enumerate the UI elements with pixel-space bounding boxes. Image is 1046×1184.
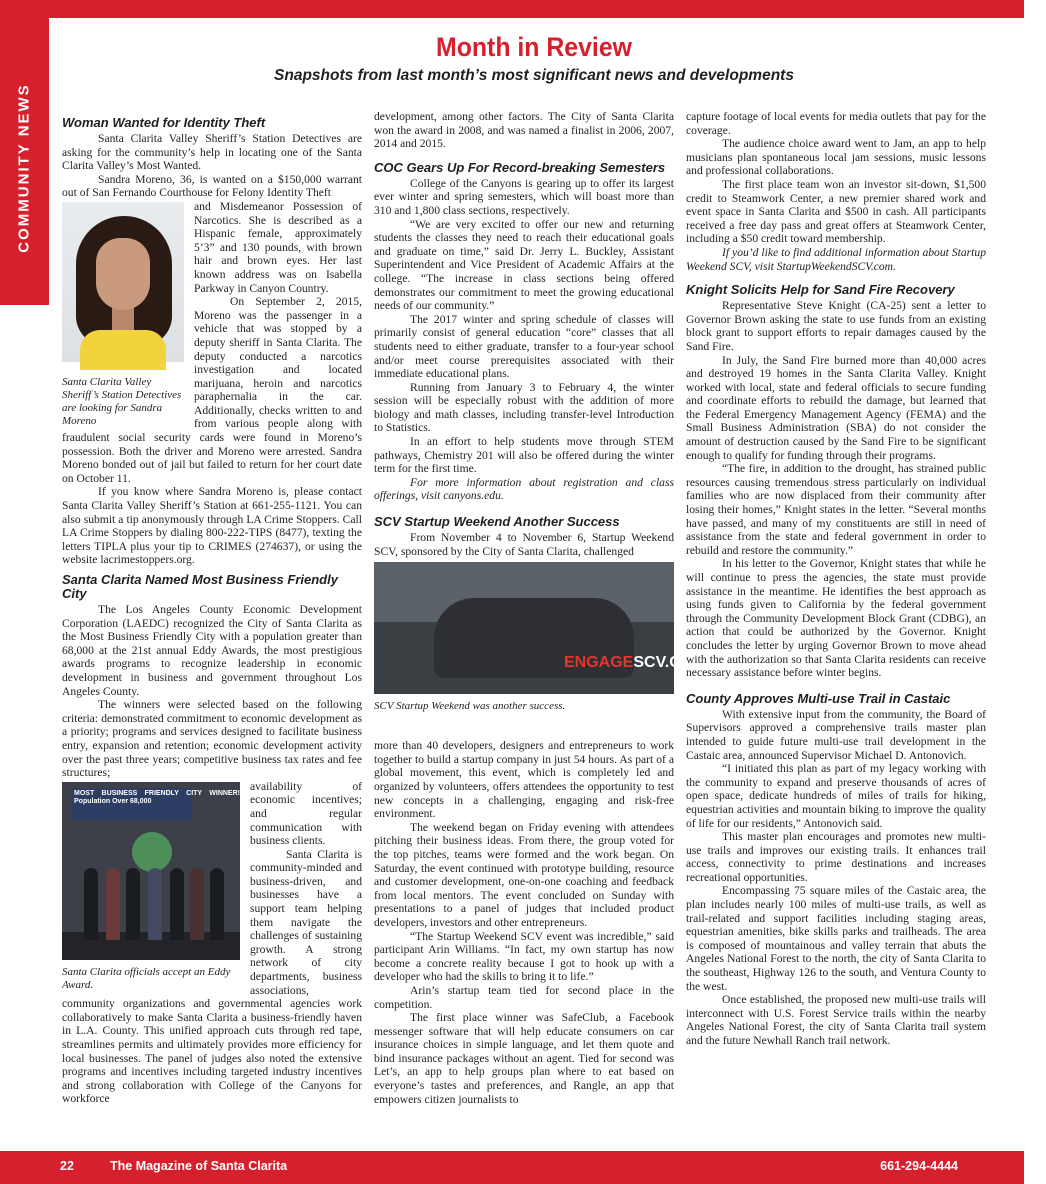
startup-paragraph-7: The first place team won an investor sit-down, $1,500 credit to Steamwork Center, a new premier shared work and event space in Santa Clarita and $500 in cash. All participants received a free day pass and great offers at Steamwork Center, including a $50 credit toward membership. [686, 177, 986, 246]
trail-paragraph-4: Encompassing 75 square miles of the Castaic area, the plan includes nearly 100 miles of multi-use trails, as well as trail-related and support facilities including staging areas, equestrian amenities, bike skills parks and trailheads. The area is composed of mountainous and valley terrain that abuts the Angeles National Forest to the north, the city of Santa Clarita to the southeast, Highway 126 to the south, and Ventura County to the west. [686, 884, 986, 993]
startup-paragraph-8: If you’d like to find additional information about Startup Weekend SCV, visit StartupWeekendSCV.com. [686, 245, 986, 273]
startup-paragraph-4: Arin’s startup team tied for second place in the competition. [374, 983, 674, 1011]
section-tab-label: COMMUNITY NEWS [15, 83, 33, 253]
trail-paragraph-1: With extensive input from the community, the Board of Supervisors approved a comprehensive trails master plan intended to guide future multi-use trail development in the Castaic area, announced Supervisor Michael D. Antonovich. [686, 707, 986, 762]
coc-paragraph-3: The 2017 winter and spring schedule of classes will primarily consist of general education “core” classes that all students need to either graduate, transfer to a four-year school and/or meet course prerequisites associated with their immediate educational plans. [374, 312, 674, 381]
page-title: Month in Review [436, 32, 632, 62]
trail-paragraph-5: Once established, the proposed new multi-use trails will interconnect with U.S. Forest Service trails within the nearby Angeles National Forest, the city of Santa Clarita trail system and the future Newhall Ranch trail network. [686, 993, 986, 1047]
coc-paragraph-1: College of the Canyons is gearing up to offer its largest ever winter and spring semesters, which will boast more than 310 and 1,800 class sections, respectively. [374, 176, 674, 217]
identity-paragraph-4: If you know where Sandra Moreno is, please contact Santa Clarita Valley Sheriff’s Station at 661-255-1121. You can also submit a tip anonymously through LA Crime Stoppers. Call LA Crime Stoppers by dialing 800-222-TIPS (8477), texting the letters TIPLA plus your tip to CRIMES (274637), or using the website lacrimestoppers.org. [62, 485, 362, 567]
headline-identity-theft: Woman Wanted for Identity Theft [62, 115, 266, 130]
knight-paragraph-1: Representative Steve Knight (CA-25) sent a letter to Governor Brown asking the state to use funds from an existing block grant to support efforts to repair damages caused by the Sand Fire. [686, 299, 986, 353]
trail-paragraph-3: This master plan encourages and promotes new multi-use trails and improves our existing trails. It enhances trail access, connectivity to prime destinations and increases recreational opportunities. [686, 830, 986, 884]
award-photo-block [62, 782, 240, 992]
moreno-photo-caption: Santa Clarita Valley Sheriff’s Station Detectives are looking for Sandra Moreno [62, 375, 182, 427]
award-photo [62, 782, 240, 960]
headline-knight: Knight Solicits Help for Sand Fire Recovery [686, 282, 955, 298]
engage-scv-logo: ENGAGESCV.COM [564, 654, 707, 672]
business-paragraph-2-rest: availability of economic incentives; and regular communication with business clients. [250, 779, 362, 848]
identity-paragraph-2-rest: and Misdemeanor Possession of Narcotics. She is described as a Hispanic female, approximately 5’3” and 130 pounds, with brown hair and brown eyes. Her last known address was on Isabella Parkway in Canyon Country. [194, 199, 362, 295]
identity-paragraph-2-lead: Sandra Moreno, 36, is wanted on a $150,000 warrant out of San Fernando Courthouse for Felony Identity Theft [62, 172, 362, 200]
page-number: 22 [60, 1159, 74, 1173]
knight-paragraph-3: “The fire, in addition to the drought, has strained public resources causing tremendous stress particularly on individual families who are now displaced from their community after losing their homes,” Knight states in the letter. “Several months have passed, and many of my constituents are still in need of assistance from the state and federal government in order to rebuild and restore the community.” [686, 462, 986, 557]
startup-paragraph-3: “The Startup Weekend SCV event was incredible,” said participant Arin Williams. “In fact, my own startup has now become a concrete reality because I got to hook up with a developer who had the skills to bring it to life.” [374, 929, 674, 984]
column-1 [62, 116, 362, 1106]
headline-trail: County Approves Multi-use Trail in Castaic [686, 690, 951, 706]
headline-startup: SCV Startup Weekend Another Success [374, 514, 620, 530]
startup-paragraph-5-lead: The first place winner was SafeClub, a Facebook messenger software that will help educate consumers on car insurance choices in simple language, and let them quote and bind insurance packages without an agent. Tied for second was Let’s, an app to help groups plan where to eat based on everyone’s tastes and preferences, and Rangle, an app that empowers citizen journalists to [374, 1011, 674, 1106]
moreno-photo-block [62, 202, 184, 428]
column-3 [686, 110, 986, 1048]
business-paragraph-1: The Los Angeles County Economic Development Corporation (LAEDC) recognized the City of Santa Clarita as the Most Business Friendly City with a population greater than 68,000 at the 21st annual Eddy Awards, the most prestigious awards programs to recognize leadership in economic development in business and government throughout Los Angeles County. [62, 603, 362, 698]
top-red-bar [0, 0, 1024, 18]
startup-photo [374, 562, 707, 694]
startup-paragraph-1-lead: From November 4 to November 6, Startup Weekend SCV, sponsored by the City of Santa Clarita, challenged [374, 531, 674, 558]
magazine-name: The Magazine of Santa Clarita [110, 1159, 288, 1173]
business-paragraph-2-lead: The winners were selected based on the following criteria: demonstrated commitment to economic development as a priority; programs and services designed to facilitate business entry, expansion and retention; economic development activity over the past three years; competitive business tax rates and fee structures; [62, 698, 362, 780]
section-tab [0, 18, 49, 305]
moreno-photo [62, 202, 184, 362]
startup-paragraph-1-rest: more than 40 developers, designers and entrepreneurs to work together to build a startup company in just 54 hours. As part of a global movement, this event, which is completely led and organized by volunteers, offers attendees the opportunity to test new concepts in a challenging, engaging and risk-free environment. [374, 739, 674, 821]
coc-paragraph-2: “We are very excited to offer our new and returning students the classes they need to reach their educational goals and graduate on time,” said Dr. Jerry L. Buckley, Assistant Superintendent and Vice President of Academic Affairs at the college. “The increase in class sections being offered demonstrates our commitment to meet the growing educational needs of our community.” [374, 217, 674, 313]
coc-paragraph-5: In an effort to help students move through STEM pathways, Chemistry 201 will also be offered during the winter term for the first time. [374, 435, 674, 476]
coc-paragraph-4: Running from January 3 to February 4, the winter session will be especially robust with the addition of more biology and math classes, including transfer-level Introduction to Statistics. [374, 380, 674, 435]
startup-photo-caption: SCV Startup Weekend was another success. [374, 700, 566, 713]
trail-paragraph-2: “I initiated this plan as part of my legacy working with the community to expand and preserve thousands of acres of open space, dedicate hundreds of miles of trails for hiking, equestrian activities and mountain biking to improve the quality of life for our residents,” Antonovich said. [686, 762, 986, 830]
business-paragraph-3-lead: Santa Clarita is community-minded and business-driven, and businesses have a support team helping them navigate the challenges of sustaining growth. A strong network of city departments, business associations, community organizations and governmental agencies work collaboratively to make Santa Clarita a business-friendly haven in L.A. County. This unified approach cuts through red tape, streamlines permits and ultimately provides more efficiency for local businesses. The panel of judges also noted the extensive programs and incentives including targeted industry incentives and strong collaboration with College of the Canyons for workforce [62, 847, 362, 1106]
column-2 [374, 110, 707, 1106]
award-photo-banner: MOST BUSINESS FRIENDLY CITY WINNER! Population Over 68,000 [74, 789, 240, 805]
headline-business-friendly: Santa Clarita Named Most Business Friendly City [62, 572, 338, 601]
business-paragraph-3-continued: development, among other factors. The City of Santa Clarita won the award in 2008, and was named a finalist in 2006, 2007, 2014 and 2015. [374, 110, 674, 151]
identity-paragraph-1: Santa Clarita Valley Sheriff’s Station Detectives are asking for the community’s help in locating one of the Santa Clarita Valley’s Most Wanted. [62, 132, 362, 173]
footer-phone: 661-294-4444 [880, 1159, 958, 1173]
coc-paragraph-6: For more information about registration and class offerings, visit canyons.edu. [374, 475, 674, 503]
footer-bar [0, 1151, 1024, 1184]
startup-paragraph-2: The weekend began on Friday evening with attendees pitching their business ideas. From there, the group voted for the top pitches, teams were formed and the work began. On Saturday, the event continued with prototype building, resource and customer development, one-on-one coaching and feedback from local mentors. The event concluded on Sunday with presentations to a panel of judges that included product developers, investors and other entrepreneurs. [374, 820, 674, 929]
startup-paragraph-6: The audience choice award went to Jam, an app to help musicians plan spontaneous local jam sessions, music lessons and professional collaborations. [686, 137, 986, 178]
award-photo-caption: Santa Clarita officials accept an Eddy Award. [62, 965, 231, 991]
page-subtitle: Snapshots from last month’s most significant news and developments [274, 67, 794, 84]
identity-paragraph-3: On September 2, 2015, Moreno was the passenger in a vehicle that was stopped by a deputy sheriff in Santa Clarita. The deputy conducted a narcotics investigation and located marijuana, heroin and narcotics paraphernalia in the car. Additionally, checks written to and from various people along with fraudulent social security cards were found in Moreno’s possession. Both the driver and Moreno were arrested. Sandra Moreno bonded out of jail but failed to return for her court date on October 11. [62, 295, 362, 485]
knight-paragraph-2: In July, the Sand Fire burned more than 40,000 acres and destroyed 19 homes in the Santa Clarita Valley. Knight worked with local, state and federal officials to secure funding and coordinate efforts to rebuild the damage, but learned that the Federal Emergency Management Agency (FEMA) and the Small Business Administration (SBA) do not consider the amount of destruction caused by the Sand Fire to be significant enough to qualify for funding through their programs. [686, 353, 986, 462]
startup-paragraph-5-continued: capture footage of local events for media outlets that pay for the coverage. [686, 110, 986, 137]
headline-coc: COC Gears Up For Record-breaking Semesters [374, 159, 666, 175]
knight-paragraph-4: In his letter to the Governor, Knight states that while he will continue to press the agencies, the state must provide assistance in the meantime. He identifies the best approach as using funds given to California by the federal government through the Community Development Block Grant (CDBG), an action that could be authorized by the Governor. Knight concludes the letter by urging Governor Brown to move ahead with the authorization so that Santa Clarita residents can receive necessary assistance before winter begins. [686, 557, 986, 680]
